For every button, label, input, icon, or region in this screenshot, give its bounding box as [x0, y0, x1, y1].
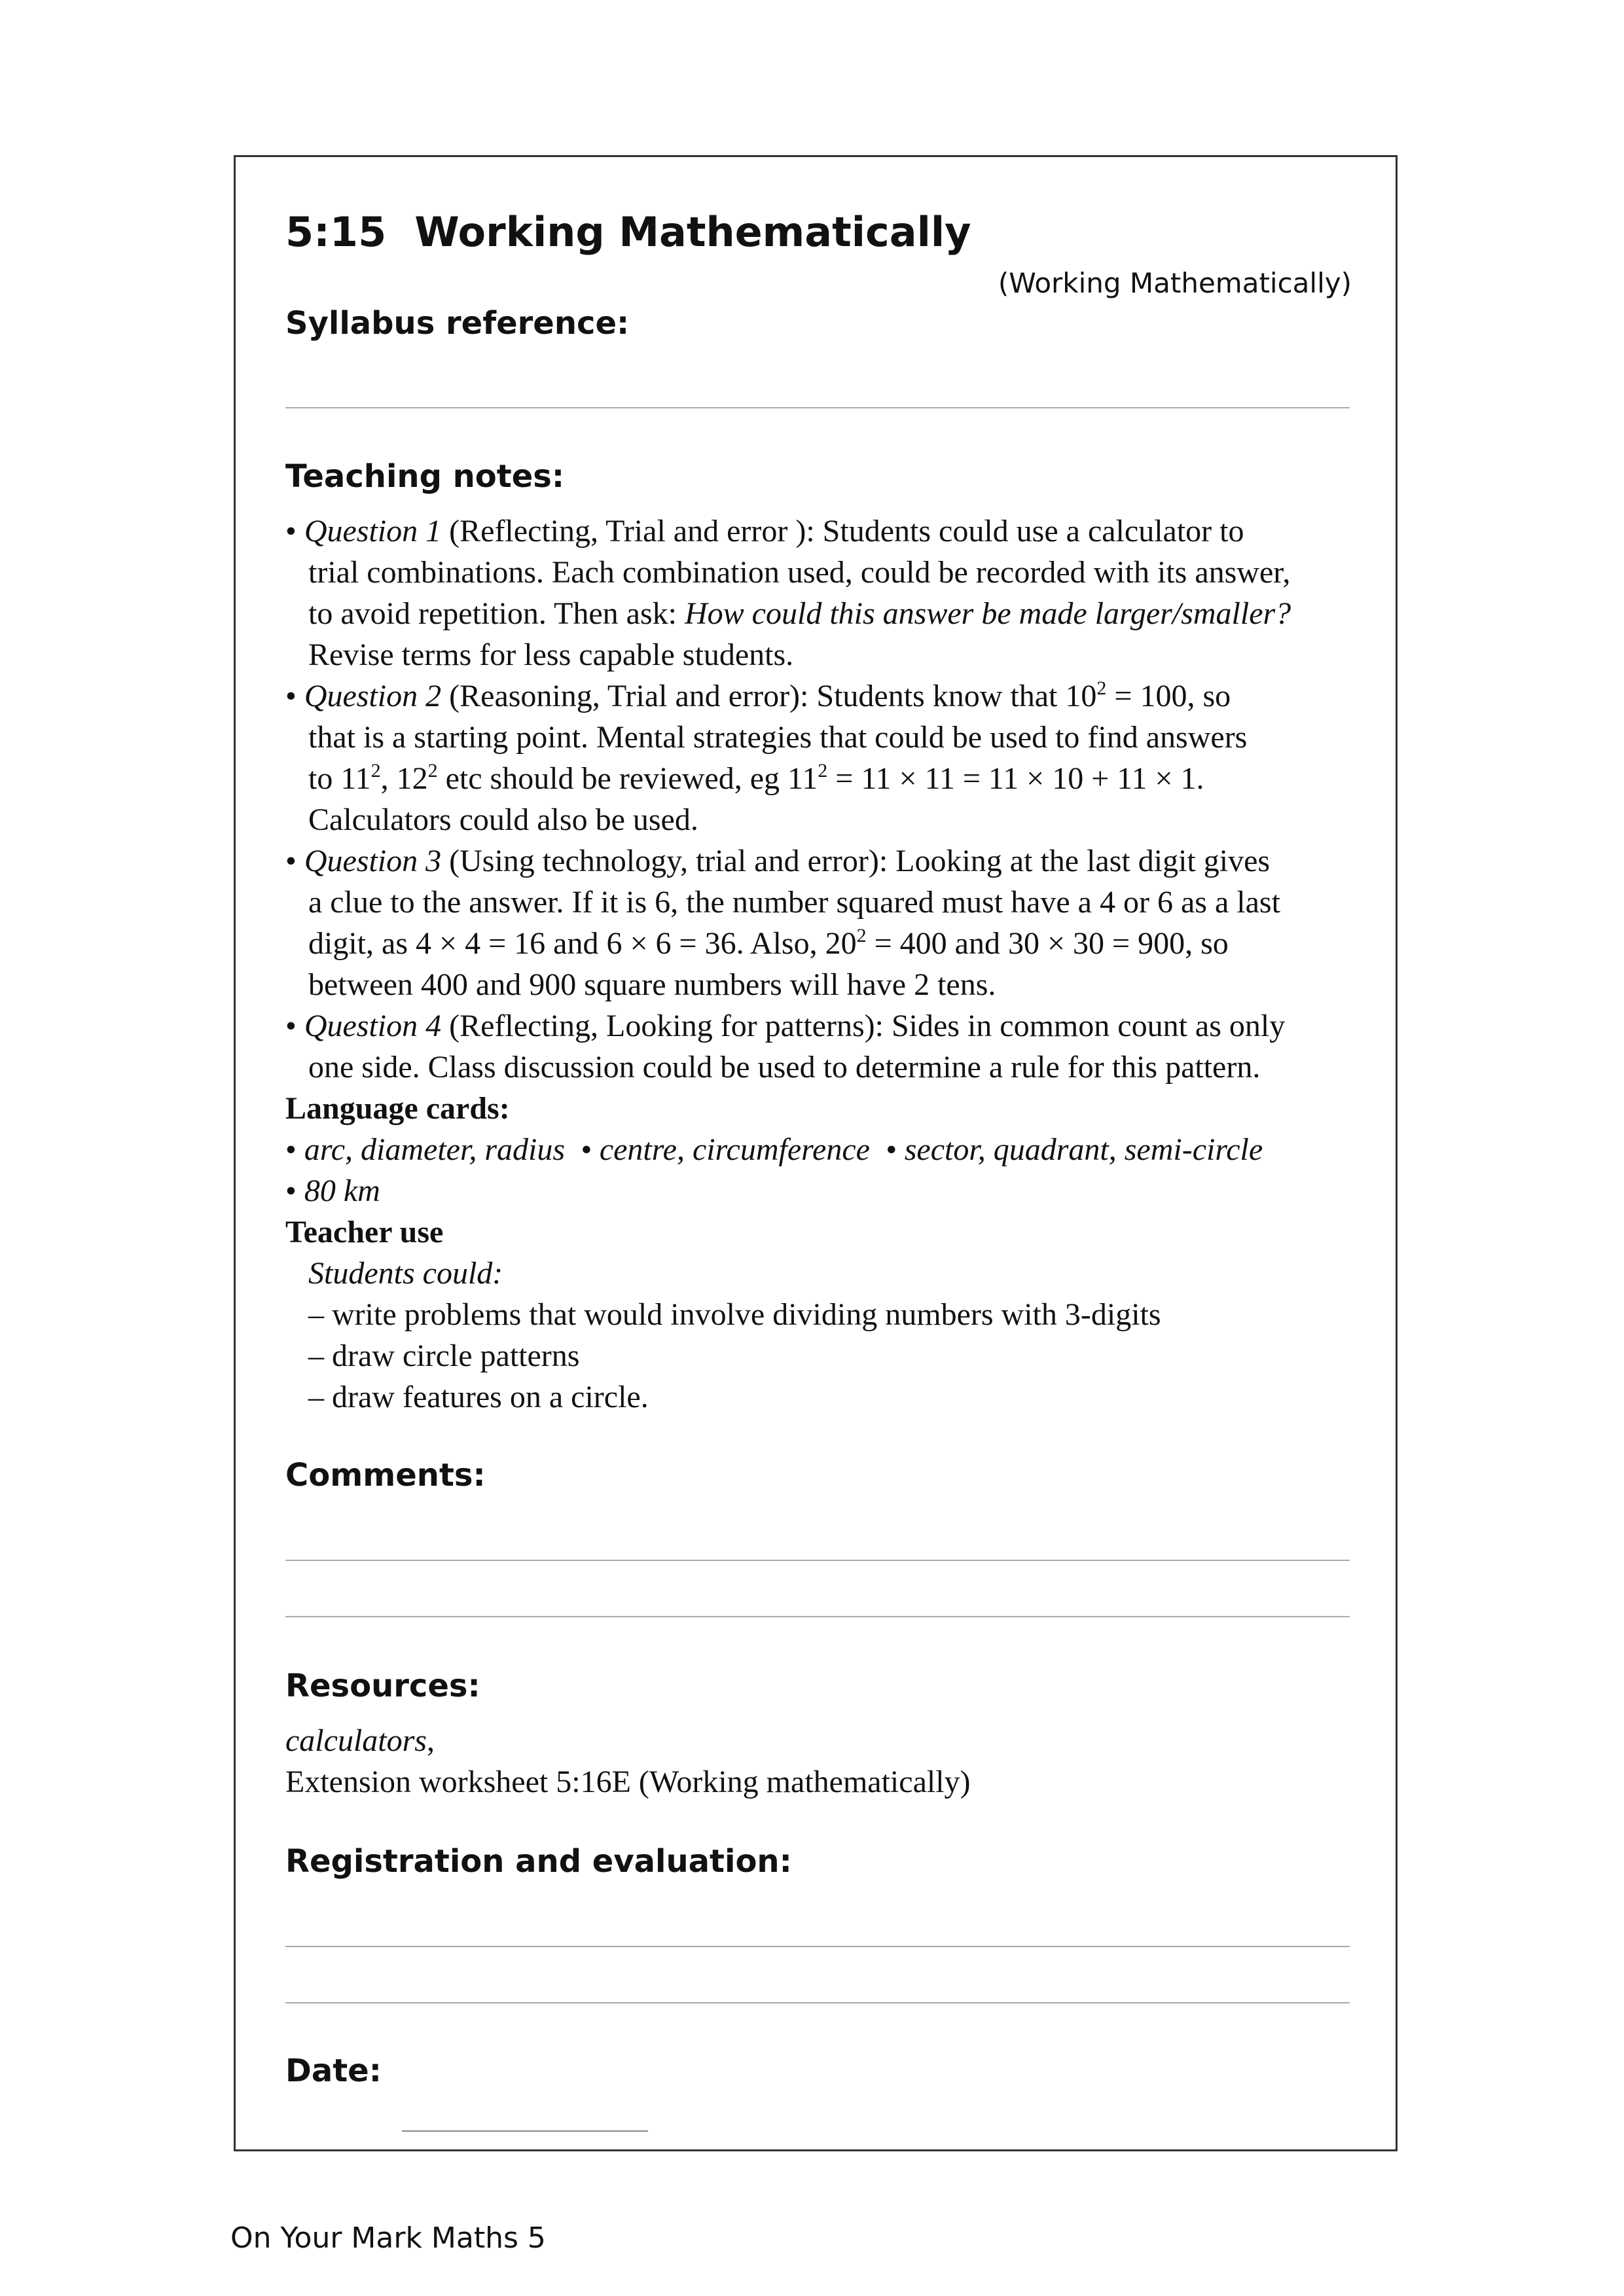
question-3-text: = 400 and 30 × 30 = 900, so [866, 926, 1229, 961]
question-2-text: , 12 [380, 761, 428, 796]
registration-line-2[interactable] [285, 2002, 1350, 2003]
teacher-use-intro: Students could: [308, 1256, 503, 1291]
question-4-line-2: one side. Class discussion could be used to determine a rule for this pattern. [308, 1050, 1261, 1085]
date-label: Date: [285, 2053, 382, 2089]
superscript: 2 [1096, 677, 1107, 699]
comments-line-2[interactable] [285, 1616, 1350, 1617]
question-2-label: Question 2 [304, 679, 442, 713]
page-subtitle: (Working Mathematically) [998, 267, 1352, 299]
comments-heading: Comments: [285, 1457, 486, 1494]
question-3-text: (Using technology, trial and error): Looking at the last digit gives [441, 844, 1271, 878]
bullet: • [285, 1132, 297, 1167]
page-footer: On Your Mark Maths 5 [230, 2221, 546, 2255]
date-field-line[interactable] [402, 2130, 648, 2132]
question-2-text: to 11 [308, 761, 371, 796]
question-3-text: digit, as 4 × 4 = 16 and 6 × 6 = 36. Also, 20 [308, 926, 857, 961]
superscript: 2 [856, 925, 867, 946]
question-2-line-4: Calculators could also be used. [308, 802, 698, 837]
resources-heading: Resources: [285, 1668, 480, 1704]
teacher-use-heading: Teacher use [285, 1215, 444, 1249]
teacher-use-item: – write problems that would involve dividing numbers with 3-digits [308, 1297, 1161, 1332]
resources-item: calculators [285, 1723, 427, 1758]
comments-line-1[interactable] [285, 1560, 1350, 1561]
question-2-line-1 [285, 675, 1231, 717]
question-1-prompt: How could this answer be made larger/smaller? [685, 596, 1291, 631]
question-1-text: (Reflecting, Trial and error ): Students could use a calculator to [441, 514, 1244, 548]
question-1-line-1 [285, 511, 1244, 552]
resources-line-2: Extension worksheet 5:16E (Working mathematically) [285, 1765, 971, 1799]
question-4-label: Question 4 [304, 1009, 442, 1043]
registration-heading: Registration and evaluation: [285, 1843, 792, 1880]
question-1-line-2: trial combinations. Each combination used, could be recorded with its answer, [308, 555, 1291, 590]
superscript: 2 [370, 760, 381, 781]
language-cards-line-1 [285, 1129, 1263, 1170]
resources-punct: , [426, 1723, 435, 1758]
registration-line-1[interactable] [285, 1946, 1350, 1947]
question-3-line-2: a clue to the answer. If it is 6, the number squared must have a 4 or 6 as a last [308, 885, 1280, 920]
question-2-line-3 [308, 758, 1204, 799]
question-1-label: Question 1 [304, 514, 442, 548]
bullet: • [285, 1174, 297, 1208]
question-2-text: = 11 × 11 = 11 × 10 + 11 × 1. [827, 761, 1204, 796]
question-4-text: (Reflecting, Looking for patterns): Sides in common count as only [441, 1009, 1286, 1043]
superscript: 2 [818, 760, 828, 781]
question-3-line-4: between 400 and 900 square numbers will have 2 tens. [308, 967, 996, 1002]
teacher-use-item: – draw features on a circle. [308, 1380, 649, 1414]
superscript: 2 [427, 760, 438, 781]
teaching-notes-heading: Teaching notes: [285, 458, 565, 495]
question-2-text: = 100, so [1106, 679, 1231, 713]
language-cards-terms: 80 km [304, 1174, 380, 1208]
bullet: • [285, 844, 297, 878]
bullet: • [285, 1009, 297, 1043]
syllabus-reference-line[interactable] [285, 407, 1350, 408]
page-title: 5:15 Working Mathematically [285, 208, 971, 256]
question-3-line-3 [308, 923, 1229, 964]
bullet: • [285, 679, 297, 713]
question-2-line-2: that is a starting point. Mental strategies that could be used to find answers [308, 720, 1248, 755]
resources-line-1 [285, 1720, 435, 1761]
bullet: • [285, 514, 297, 548]
syllabus-reference-heading: Syllabus reference: [285, 305, 630, 342]
question-1-text: to avoid repetition. Then ask: [308, 596, 685, 631]
question-2-text: (Reasoning, Trial and error): Students know that 10 [441, 679, 1097, 713]
question-2-text: etc should be reviewed, eg 11 [437, 761, 818, 796]
teacher-use-item: – draw circle patterns [308, 1338, 580, 1373]
language-cards-terms: arc, diameter, radius • centre, circumference • sector, quadrant, semi-circle [304, 1132, 1263, 1167]
language-cards-line-2 [285, 1170, 380, 1211]
question-3-label: Question 3 [304, 844, 442, 878]
question-1-line-3 [308, 593, 1291, 634]
question-1-line-4: Revise terms for less capable students. [308, 637, 794, 672]
question-4-line-1 [285, 1005, 1285, 1047]
question-3-line-1 [285, 840, 1270, 882]
language-cards-heading: Language cards: [285, 1091, 510, 1126]
